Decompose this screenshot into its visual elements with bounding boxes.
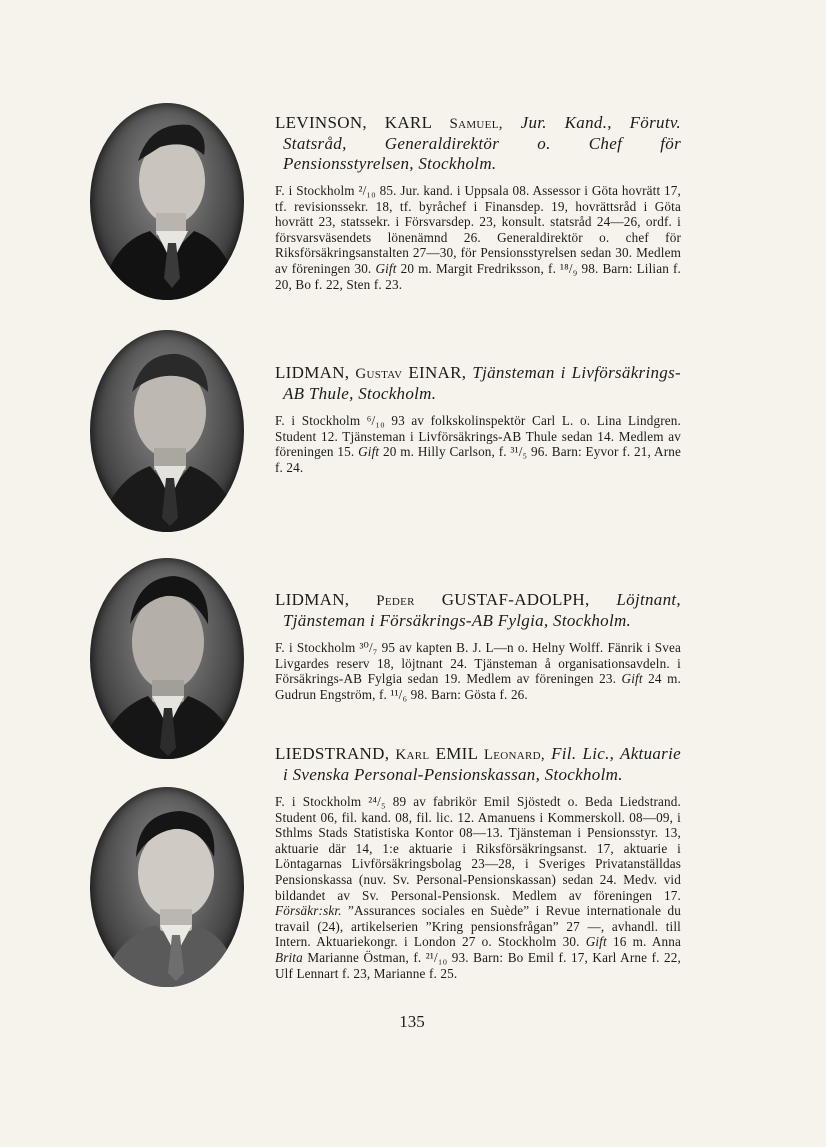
- entry-bio-text: F. i Stockholm ³⁰/₇ 95 av kapten B. J. L—n o. Helny Wolff. Fänrik i Svea Livgardes reserv 18, löjtnant 24. Tjänsteman å organisationsavdeln. i Försäkrings-AB Fylgia sedan 19. Medlem av föreningen 23.: [275, 640, 681, 687]
- entry-surname: LIDMAN,: [275, 363, 350, 382]
- entry-family-text-end: Marianne Östman, f. ²¹/₁₀ 93. Barn: Bo Emil f. 17, Karl Arne f. 22, Ulf Lennart f. 23, Marianne f. 25.: [275, 949, 681, 981]
- entry-works-text: ”Assurances sociales en Suède” i Revue internationale du travail (24), artikelserien ”Kring pensionsfrågan” 27 —, avhandl. till Intern. Aktuariekongr. i London 27 o. Stockholm 30.: [275, 903, 681, 950]
- entry-heading: [275, 113, 681, 174]
- portrait-photo-lidman-gustaf-adolph: [90, 558, 244, 759]
- entry-family-text: 20 m. Margit Fredriksson, f. ¹⁸/₉ 98. Barn: Lilian f. 20, Bo f. 22, Sten f. 23.: [275, 260, 681, 292]
- entry-heading: [275, 744, 681, 785]
- entry-given-name-small: Karl: [395, 747, 430, 763]
- entry-title: Jur. Kand., Förutv. Statsråd, Generaldirektör o. Chef för Pensionsstyrelsen, Stockholm.: [283, 113, 681, 173]
- entry-gift-label: Gift: [621, 671, 643, 687]
- entry-given-name-small-2: Leonard,: [483, 747, 545, 763]
- entry-given-name: EMIL: [435, 744, 478, 763]
- entry-gift-label: Gift: [358, 444, 380, 460]
- portrait-liedstrand-image: [90, 787, 244, 987]
- entry-liedstrand: [275, 744, 681, 981]
- entry-levinson: [275, 113, 681, 292]
- entry-heading: [275, 363, 681, 404]
- entry-given-name-small: Gustav: [355, 366, 403, 382]
- entry-biography: [275, 640, 681, 702]
- entry-heading: [275, 590, 681, 631]
- portrait-levinson-image: [90, 103, 244, 300]
- entry-given-name-small: Peder: [376, 593, 415, 609]
- entry-biography: [275, 413, 681, 475]
- entry-given-name: KARL: [384, 113, 432, 132]
- entry-title: Tjänsteman i Livförsäkrings-AB Thule, Stockholm.: [283, 363, 681, 403]
- entry-title: Löjtnant, Tjänsteman i Försäkrings-AB Fylgia, Stockholm.: [283, 590, 681, 630]
- entry-given-name-small: Samuel,: [449, 116, 503, 132]
- entry-biography: [275, 794, 681, 981]
- entry-bio-text: F. i Stockholm ⁶/₁₀ 93 av folkskolinspektör Carl L. o. Lina Lindgren. Student 12. Tjänsteman i Livförsäkrings-AB Thule sedan 14. Medlem av föreningen 15.: [275, 413, 681, 460]
- entry-surname: LEVINSON,: [275, 113, 367, 132]
- entry-surname: LIDMAN,: [275, 590, 350, 609]
- entry-family-text: 20 m. Hilly Carlson, f. ³¹/₅ 96. Barn: Eyvor f. 21, Arne f. 24.: [275, 444, 681, 475]
- portrait-photo-levinson: [90, 103, 244, 300]
- page-number: 135: [399, 1012, 425, 1031]
- entry-family-name-italic: Brita: [275, 949, 303, 965]
- entry-given-name: GUSTAF-ADOLPH,: [441, 590, 590, 609]
- entry-family-text: 24 m. Gudrun Engström, f. ¹¹/₆ 98. Barn: Gösta f. 26.: [275, 671, 681, 702]
- entry-gift-label: Gift: [375, 260, 397, 276]
- entry-given-name: EINAR,: [408, 363, 467, 382]
- entry-gift-label: Gift: [585, 934, 607, 950]
- entry-surname: LIEDSTRAND,: [275, 744, 390, 763]
- entry-biography: [275, 183, 681, 292]
- portrait-lidman-einar-image: [90, 330, 244, 532]
- entry-lidman-gustaf-adolph: [275, 590, 681, 702]
- entry-bio-text: F. i Stockholm ²⁴/₅ 89 av fabrikör Emil Sjöstedt o. Beda Liedstrand. Student 06, fil. kand. 08, fil. lic. 12. Amanuens i Kommerskoll. 08—09, i Sthlms Stads Statistiska Kontor 08—13. Tjänsteman i Pensionsstyr. 13, aktuarie där 14, 1:e aktuarie i Riksförsäkringsanst. 17, aktuarie i Löntagarnas Livförsäkringsbolag 23—28, i Sveriges Privatanställdas Pensionskassa (nuv. Sv. Personal-Pensionskassan) sedan 24. Medv. vid bildandet av Sv. Personal-Pensionsk. Medlem av föreningen 17.: [275, 794, 681, 903]
- entry-title: Fil. Lic., Aktuarie i Svenska Personal-Pensionskassan, Stockholm.: [283, 744, 681, 784]
- entry-family-text-start: 16 m. Anna: [612, 934, 682, 950]
- portrait-lidman-gustaf-adolph-image: [90, 558, 244, 759]
- portrait-photo-lidman-einar: [90, 330, 244, 532]
- entry-lidman-einar: [275, 363, 681, 475]
- portrait-photo-liedstrand: [90, 787, 244, 987]
- entry-bio-text: F. i Stockholm ²/₁₀ 85. Jur. kand. i Uppsala 08. Assessor i Göta hovrätt 17, tf. revisionssekr. 18, tf. byråchef i Finansdep. 19, hovrättsråd i Göta hovrätt 23, statssekr. i Försvarsdep. 23, konsult. statsråd 24—26, ordf. i försvarsväsendets lönenämnd 26. Generaldirektör o. chef för Riksförsäkringsanstalten 27—30, för Pensionsstyrelsen sedan 30. Medlem av föreningen 30.: [275, 183, 681, 276]
- entry-works-label: Försäkr:skr.: [275, 903, 342, 919]
